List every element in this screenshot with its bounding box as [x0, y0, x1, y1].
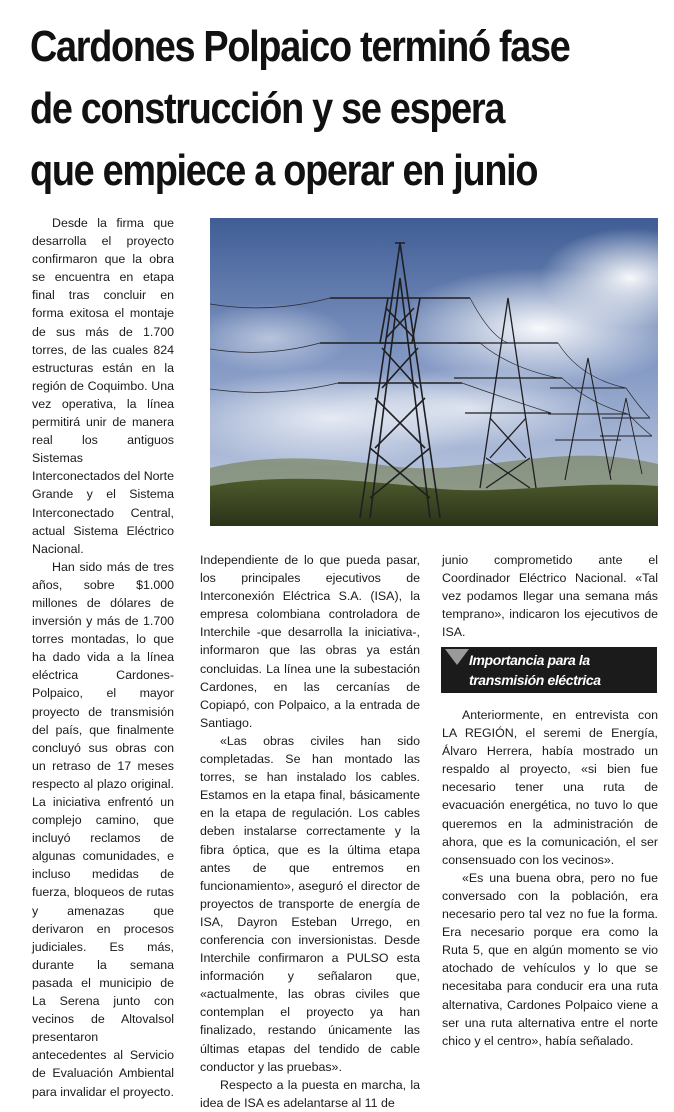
article-column-2 [200, 551, 420, 1112]
paragraph: Anteriormente, en entrevista con LA REGIÓN, el seremi de Energía, Álvaro Herrera, había mostrado un respaldo al proyecto, «si bien fue necesario tener una ruta de evacuación energética, no tuvo lo que queremos en la administración de ahora, que es la comunicación, el ser consensuado con los vecinos». [442, 708, 658, 867]
article-column-1 [32, 214, 174, 1101]
headline-line: que empiece a operar en junio [30, 146, 538, 195]
headline [30, 16, 572, 202]
article-column-3 [442, 551, 658, 641]
paragraph: junio comprometido ante el Coordinador Eléctrico Nacional. «Tal vez podamos llegar una semana más temprano», indicaron los ejecutivos de ISA. [442, 553, 658, 640]
headline-line: de construcción y se espera [30, 84, 505, 133]
paragraph: «Es una buena obra, pero no fue conversado con la población, era necesario pero tal vez no fue la forma. Era necesario porque era como la Ruta 5, que en algún momento se vio atochado de vehículos y lo que se necesitaba para conducir era una ruta alternativa, Cardones Polpaico viene a ser una ruta alternativa entre el norte chico y el centro», había señalado. [442, 870, 658, 1048]
article-column-3-continued [442, 706, 658, 1050]
headline-line: Cardones Polpaico terminó fase [30, 22, 570, 71]
subheading-line: transmisión eléctrica [469, 672, 601, 688]
paragraph: Independiente de lo que pueda pasar, los principales ejecutivos de Interconexión Eléctrica S.A. (ISA), la empresa colombiana controladora de Interchile -que desarrolla la iniciativa-, informaron que las obras ya están concluidas. La línea une la subestación Cardones, en las cercanías de Copiapó, con Polpaico, a la entrada de Santiago. [200, 553, 420, 730]
triangle-marker-icon [445, 649, 469, 665]
paragraph: Respecto a la puesta en marcha, la idea de ISA es adelantarse al 11 de [200, 1077, 420, 1110]
section-subheading [441, 647, 657, 693]
paragraph: «Las obras civiles han sido completadas. Se han montado las torres, se han instalado los cables. Estamos en la etapa final, básicamente en la etapa de regulación. Los cables deben instalarse correctamente y la fibra óptica, que es la última etapa antes de que entremos en funcionamiento», aseguró el director de proyectos de transporte de energía de ISA, Dayron Esteban Urrego, en conferencia con inversionistas. Desde Interchile confirmaron a PULSO esta información y señalaron que, «actualmente, las obras civiles que contemplan el proyecto ya han finalizado, restando únicamente las últimas etapas del tendido de cable conductor y las pruebas». [200, 733, 420, 1074]
subheading-line: Importancia para la [469, 652, 590, 668]
paragraph: Han sido más de tres años, sobre $1.000 millones de dólares de inversión y más de 1.700 torres montadas, lo que ha dado vida a la línea eléctrica Cardones-Polpaico, el mayor proyecto de transmisión del país, que finalmente concluyó sus obras con un retraso de 17 meses respecto al plazo original. La iniciativa enfrentó un complejo camino, que incluyó reclamos de algunas comunidades, e incluso medidas de fuerza, bloqueos de rutas y amenazas que derivaron en procesos judiciales. Es más, durante la semana pasada el municipio de La Serena junto con vecinos de Altovalsol presentaron antecedentes al Servicio de Evaluación Ambiental para invalidar el proyecto. [32, 559, 174, 1099]
paragraph: Desde la firma que desarrolla el proyecto confirmaron que la obra se encuentra en etapa final tras concluir en forma exitosa el montaje de sus más de 1.700 torres, de las cuales 824 estructuras están en la región de Coquimbo. Una vez operativa, la línea permitirá unir de manera real los antiguos Sistemas Interconectados del Norte Grande y el Sistema Interconectado Central, actual Sistema Eléctrico Nacional. [32, 216, 174, 556]
power-towers-photo [210, 218, 658, 526]
